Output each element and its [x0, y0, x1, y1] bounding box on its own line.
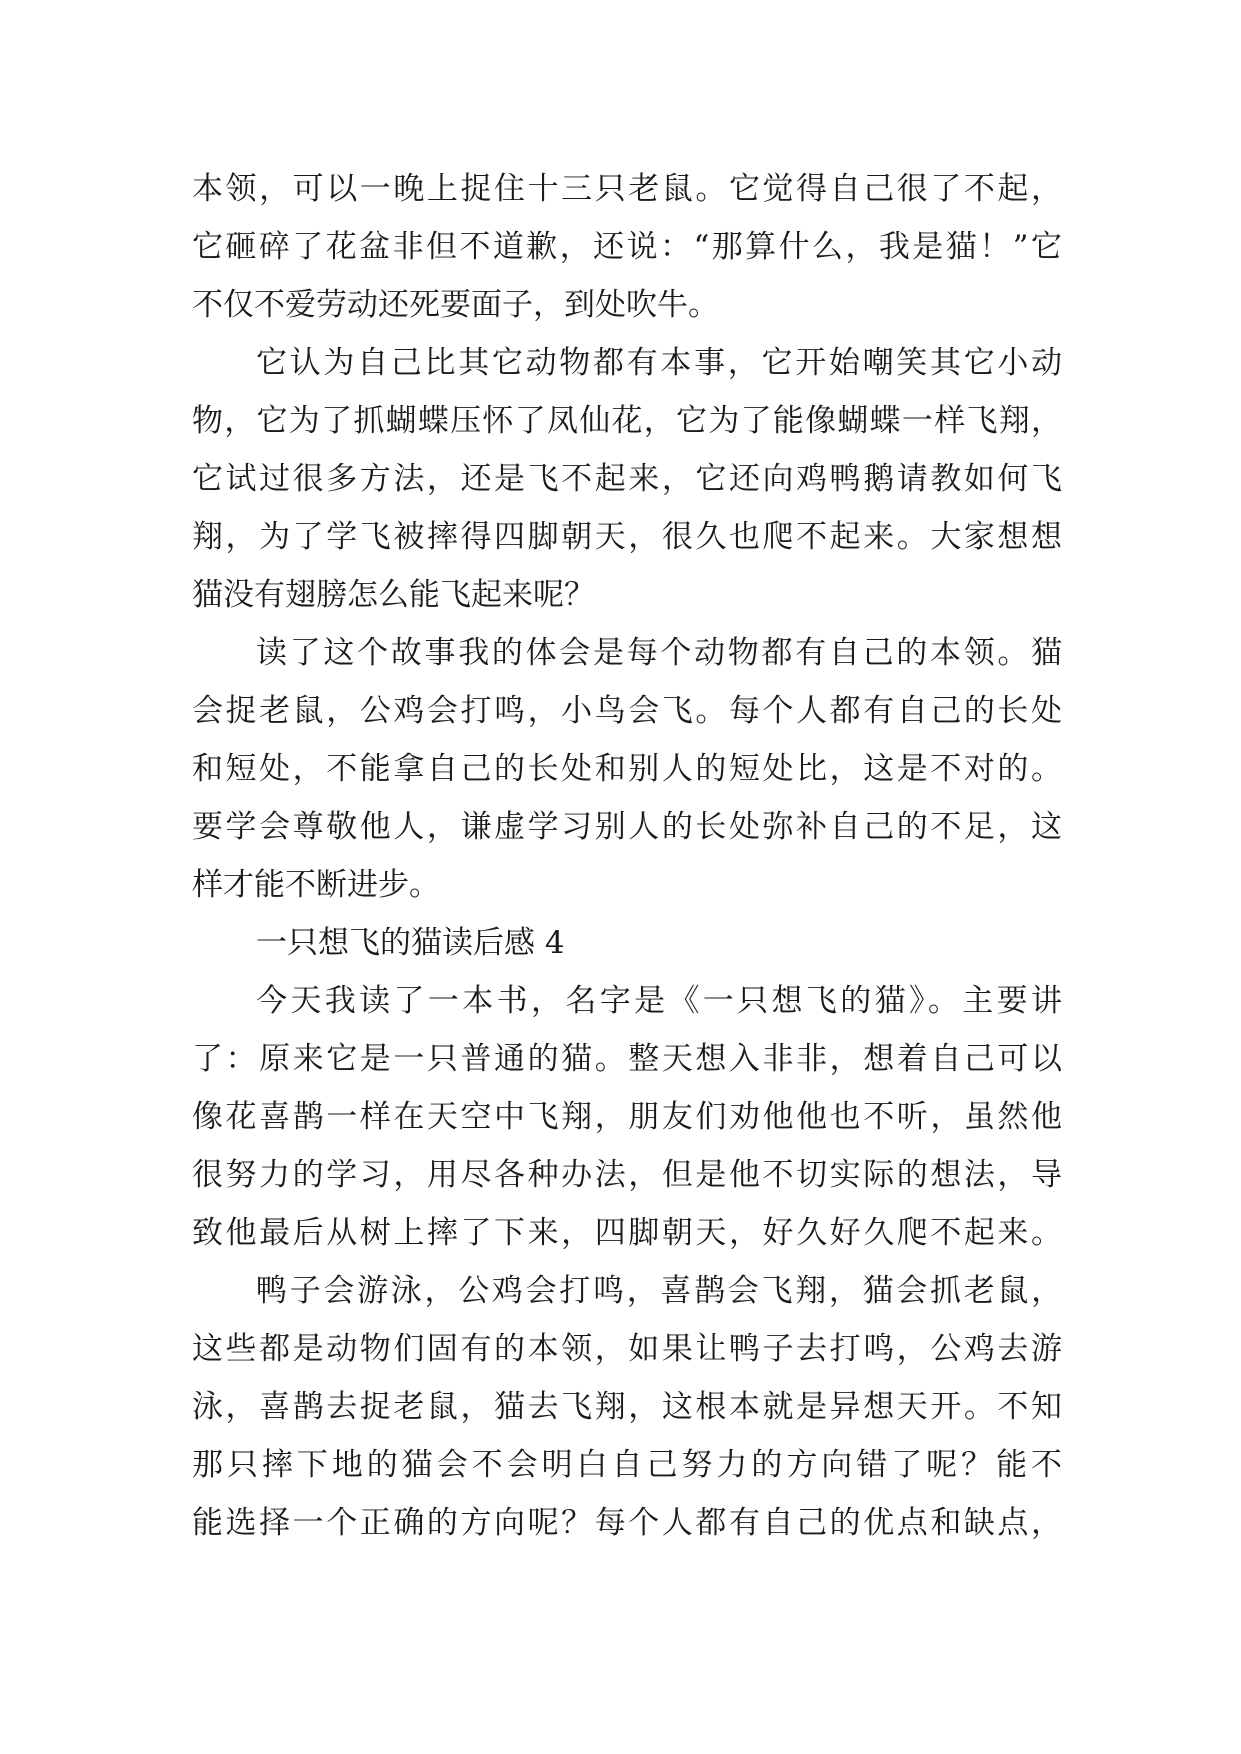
- text-line: 一只想飞的猫读后感 4: [256, 925, 565, 961]
- text-line: 能选择一个正确的方向呢？每个人都有自己的优点和缺点，: [192, 1505, 1065, 1541]
- text-line: 鸭子会游泳，公鸡会打鸣，喜鹊会飞翔，猫会抓老鼠，: [256, 1273, 1065, 1309]
- text-line: 和短处，不能拿自己的长处和别人的短处比，这是不对的。: [192, 751, 1065, 787]
- text-line: 不仅不爱劳动还死要面子，到处吹牛。: [192, 287, 719, 323]
- text-line: 物，它为了抓蝴蝶压怀了凤仙花，它为了能像蝴蝶一样飞翔，: [192, 403, 1064, 439]
- text-line: 它试过很多方法，还是飞不起来，它还向鸡鸭鹅请教如何飞: [192, 461, 1065, 497]
- text-line: 很努力的学习，用尽各种办法，但是他不切实际的想法，导: [192, 1157, 1065, 1193]
- text-line: 样才能不断进步。: [192, 867, 440, 903]
- text-line: 要学会尊敬他人，谦虚学习别人的长处弥补自己的不足，这: [192, 809, 1065, 845]
- text-line: 它砸碎了花盆非但不道歉，还说：“那算什么，我是猫！”它: [192, 229, 1065, 265]
- text-line: 它认为自己比其它动物都有本事，它开始嘲笑其它小动: [256, 345, 1065, 381]
- text-line: 翔，为了学飞被摔得四脚朝天，很久也爬不起来。大家想想: [192, 519, 1065, 555]
- document-body: [192, 160, 1066, 1552]
- text-line: 会捉老鼠，公鸡会打鸣，小鸟会飞。每个人都有自己的长处: [192, 693, 1065, 729]
- text-line: 读了这个故事我的体会是每个动物都有自己的本领。猫: [256, 635, 1065, 671]
- text-line: 本领，可以一晚上捉住十三只老鼠。它觉得自己很了不起，: [192, 171, 1065, 207]
- text-line: 这些都是动物们固有的本领，如果让鸭子去打鸣，公鸡去游: [192, 1331, 1065, 1367]
- text-line: 那只摔下地的猫会不会明白自己努力的方向错了呢？能不: [192, 1447, 1066, 1483]
- text-line: 猫没有翅膀怎么能飞起来呢？: [192, 577, 595, 613]
- text-line: 今天我读了一本书，名字是《一只想飞的猫》。主要讲: [256, 983, 1066, 1019]
- text-line: 像花喜鹊一样在天空中飞翔，朋友们劝他他也不听，虽然他: [192, 1099, 1065, 1135]
- text-line: 了：原来它是一只普通的猫。整天想入非非，想着自己可以: [192, 1041, 1065, 1077]
- text-line: 致他最后从树上摔了下来，四脚朝天，好久好久爬不起来。: [192, 1215, 1065, 1251]
- text-line: 泳，喜鹊去捉老鼠，猫去飞翔，这根本就是异想天开。不知: [192, 1389, 1065, 1425]
